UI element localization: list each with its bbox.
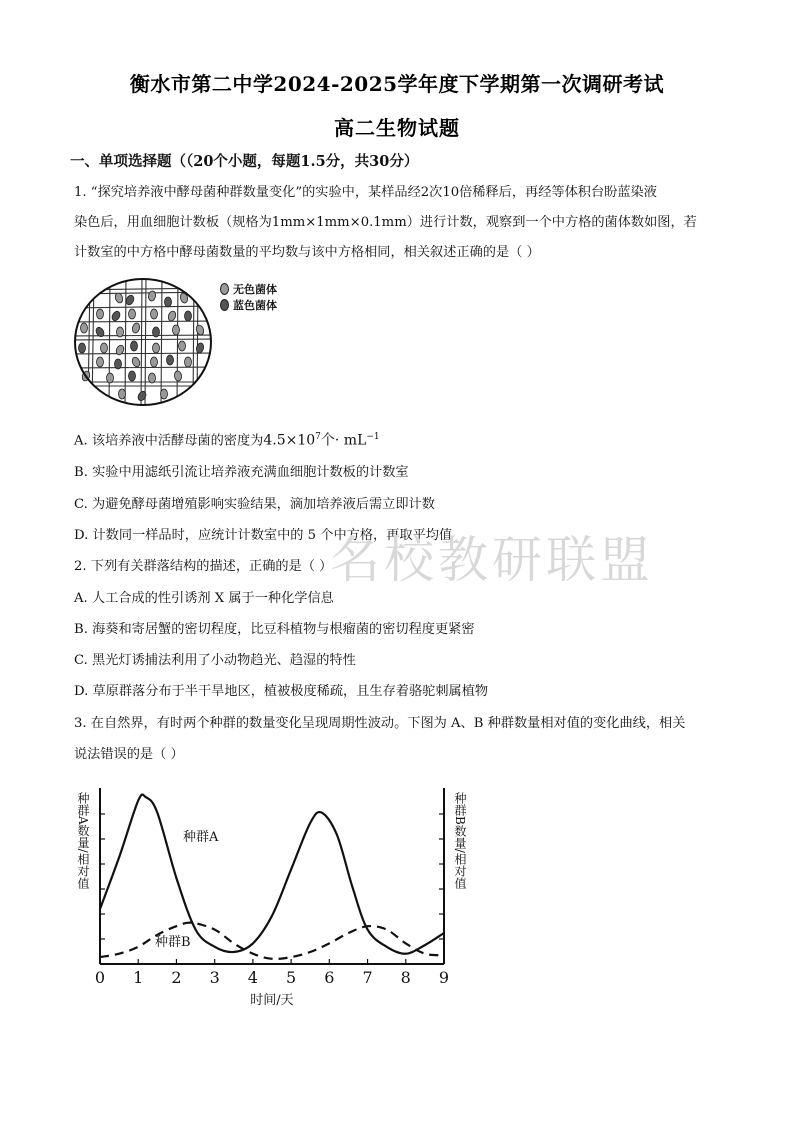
x-axis-title: 时间/天: [250, 993, 294, 1008]
q2-option-a: A. 人工合成的性引诱剂 X 属于一种化学信息: [74, 591, 334, 606]
series-b-line: [100, 923, 444, 959]
x-tick-label: 0: [94, 968, 106, 987]
x-tick-label: 6: [324, 968, 335, 987]
x-tick-label: 1: [133, 968, 144, 987]
right-y-axis-title: 种群B数量/相对值: [453, 792, 467, 889]
q2-stem: 2. 下列有关群落结构的描述，正确的是（ ）: [74, 559, 333, 574]
q1-option-b: B. 实验中用滤纸引流让培养液充满血细胞计数板的计数室: [74, 465, 409, 480]
legend-colorless: [220, 281, 277, 297]
section-heading: 一、单项选择题（（20个小题，每题1.5分，共30分）: [70, 153, 419, 170]
q1-option-d: D. 计数同一样品时，应统计计数室中的 5 个中方格，再取平均值: [74, 528, 453, 543]
x-tick-label: 2: [171, 968, 182, 987]
q2-option-b: B. 海葵和寄居蟹的密切程度，比豆科植物与根瘤菌的密切程度更紧密: [74, 622, 475, 637]
watermark: 名校教研联盟: [330, 531, 654, 589]
x-tick-labels: [95, 968, 449, 987]
q1-option-a-unit: 个· mL: [320, 432, 367, 449]
q1-stem-line-1: 1. “探究培养液中酵母菌种群数量变化”的实验中，某样品经2次10倍稀释后，再经等体积台盼蓝染液: [74, 185, 657, 200]
q1-option-a-exp: 7: [315, 432, 321, 442]
series-a-line: [100, 794, 444, 953]
chart-series: [100, 794, 444, 959]
q3-stem-line-1: 3. 在自然界，有时两个种群的数量变化呈现周期性波动。下图为 A、B 种群数量相对值的变化曲线，相关: [74, 716, 686, 731]
q3-stem-line-2: 说法错误的是（ ）: [74, 747, 184, 762]
q1-option-c: C. 为避免酵母菌增殖影响实验结果，滴加培养液后需立即计数: [74, 497, 435, 512]
hemocytometer-figure: [72, 276, 214, 408]
q1-option-a: [74, 428, 724, 450]
legend-colorless-label: 无色菌体: [233, 283, 277, 296]
x-tick-label: 4: [247, 968, 258, 987]
x-tick-label: 8: [400, 968, 411, 987]
q1-stem-line-3: 计数室的中方格中酵母菌数量的平均数与该中方格相同，相关叙述正确的是（ ）: [74, 245, 540, 260]
q1-option-a-unit-exp: −1: [366, 432, 380, 442]
x-tick-label: 3: [209, 968, 220, 987]
left-y-axis-title: 种群A数量/相对值: [76, 792, 90, 889]
q2-option-d: D. 草原群落分布于半干旱地区，植被极度稀疏，且生存着骆驼刺属植物: [74, 684, 489, 699]
series-b-label: 种群B: [155, 935, 191, 950]
legend-blue: [220, 297, 277, 313]
q1-option-a-value: 4.5×10: [263, 432, 316, 449]
x-tick-label: 7: [362, 968, 373, 987]
blue-cell-icon: [220, 299, 229, 311]
exam-subtitle: 高二生物试题: [334, 116, 460, 140]
chart-axes: [100, 788, 444, 964]
population-chart: [72, 780, 472, 1012]
counting-grid: [72, 276, 214, 408]
series-a-label: 种群A: [183, 830, 219, 845]
x-tick-label: 5: [286, 968, 297, 987]
q1-stem-line-2: 染色后，用血细胞计数板（规格为1mm×1mm×0.1mm）进行计数，观察到一个中方格的菌体数如图，若: [74, 215, 697, 230]
q1-option-a-prefix: A. 该培养液中活酵母菌的密度为: [74, 433, 264, 449]
exam-title: 衡水市第二中学2024-2025学年度下学期第一次调研考试: [129, 72, 665, 96]
legend-blue-label: 蓝色菌体: [233, 299, 277, 312]
x-tick-label: 9: [438, 968, 450, 987]
q2-option-c: C. 黑光灯诱捕法利用了小动物趋光、趋湿的特性: [74, 653, 356, 668]
colorless-cell-icon: [220, 283, 229, 295]
